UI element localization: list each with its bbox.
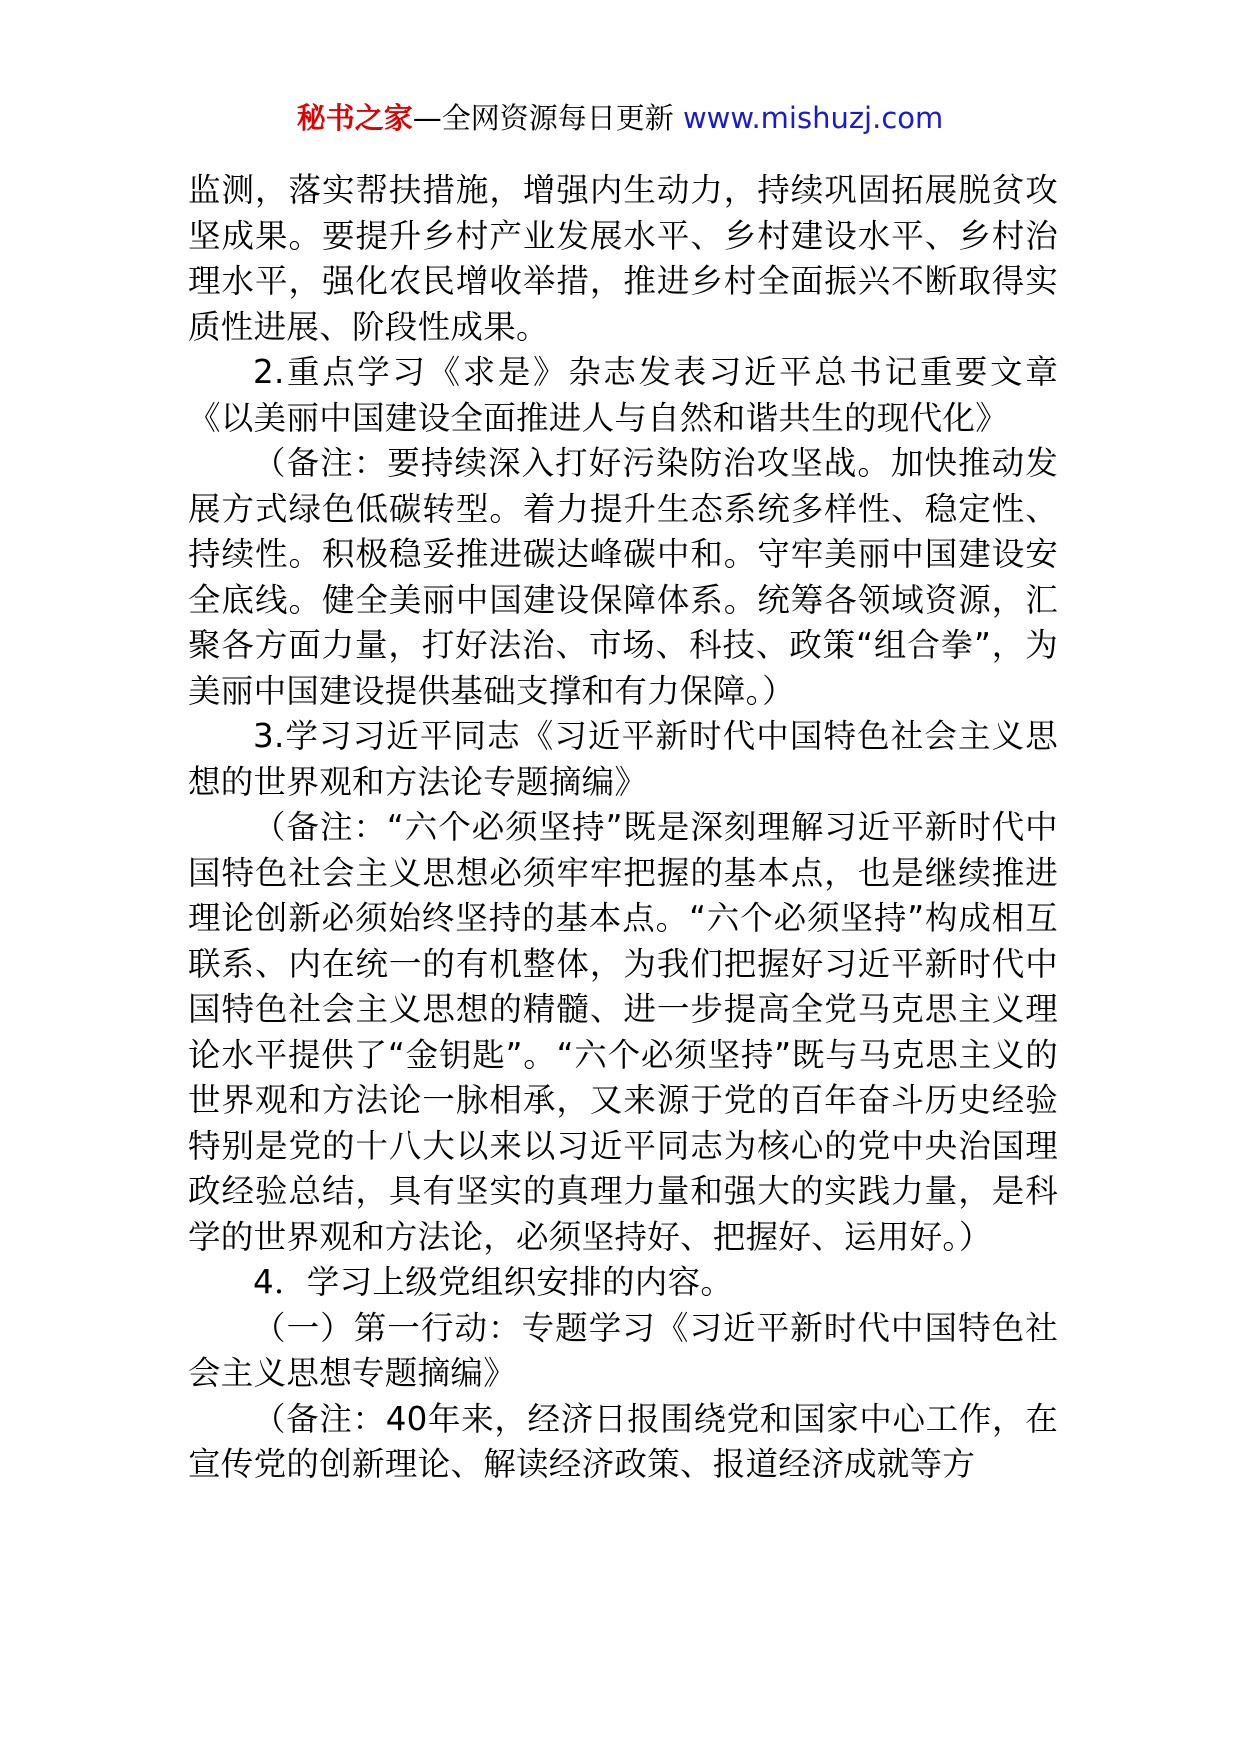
paragraph-item-2: 2.重点学习《求是》杂志发表习近平总书记重要文章《以美丽中国建设全面推进人与自然和谐共生的现代化》 xyxy=(188,353,1058,437)
site-tagline: —全网资源每日更新 xyxy=(412,101,683,135)
paragraph-section-1: （一）第一行动：专题学习《习近平新时代中国特色社会主义思想专题摘编》 xyxy=(188,1308,1058,1392)
site-url-link[interactable]: www.mishuzj.com xyxy=(682,101,944,135)
site-header xyxy=(0,98,1240,138)
paragraph-item-3: 3.学习习近平同志《习近平新时代中国特色社会主义思想的世界观和方法论专题摘编》 xyxy=(188,717,1058,801)
document-body xyxy=(188,168,1058,1488)
site-brand: 秘书之家 xyxy=(296,101,413,135)
paragraph-item-4: 4．学习上级党组织安排的内容。 xyxy=(253,1263,734,1301)
paragraph-note-3: （备注：“六个必须坚持”既是深刻理解习近平新时代中国特色社会主义思想必须牢牢把握的基本点，也是继续推进理论创新必须始终坚持的基本点。“六个必须坚持”构成相互联系、内在统一的有机整体，为我们把握好习近平新时代中国特色社会主义思想的精髓、进一步提高全党马克思主义理论水平提供了“金钥匙”。“六个必须坚持”既与马克思主义的世界观和方法论一脉相承，又来源于党的百年奋斗历史经验特别是党的十八大以来以习近平同志为核心的党中央治国理政经验总结，具有坚实的真理力量和强大的实践力量，是科学的世界观和方法论，必须坚持好、把握好、运用好。） xyxy=(188,808,1058,1256)
paragraph-note-2: （备注：要持续深入打好污染防治攻坚战。加快推动发展方式绿色低碳转型。着力提升生态系统多样性、稳定性、持续性。积极稳妥推进碳达峰碳中和。守牢美丽中国建设安全底线。健全美丽中国建设保障体系。统筹各领域资源，汇聚各方面力量，打好法治、市场、科技、政策“组合拳”，为美丽中国建设提供基础支撑和有力保障。） xyxy=(188,444,1058,710)
paragraph-note-section-1: （备注：40年来，经济日报围绕党和国家中心工作，在宣传党的创新理论、解读经济政策、报道经济成就等方 xyxy=(188,1399,1058,1483)
paragraph-continuation: 监测，落实帮扶措施，增强内生动力，持续巩固拓展脱贫攻坚成果。要提升乡村产业发展水平、乡村建设水平、乡村治理水平，强化农民增收举措，推进乡村全面振兴不断取得实质性进展、阶段性成果。 xyxy=(188,171,1058,346)
